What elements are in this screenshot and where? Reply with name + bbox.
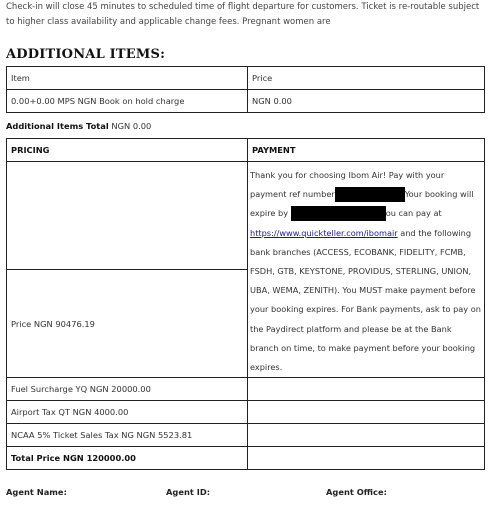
payment-text-1: Thank you for choosing Ibom Air! Pay with your payment ref number [250, 170, 445, 200]
fuel-surcharge-row: Fuel Surcharge YQ NGN 20000.00 [7, 378, 248, 401]
empty-cell [248, 401, 485, 424]
pricing-empty-cell [7, 162, 248, 270]
table-row [7, 378, 485, 401]
table-row [7, 162, 485, 270]
additional-items-table [6, 66, 485, 113]
payment-header: PAYMENT [248, 139, 485, 162]
ncaa-tax-row: NCAA 5% Ticket Sales Tax NG NGN 5523.81 [7, 424, 248, 447]
agent-office-label: Agent Office: [326, 487, 387, 497]
airport-tax-row: Airport Tax QT NGN 4000.00 [7, 401, 248, 424]
payment-text-3: ou can pay at [385, 208, 442, 219]
redacted-expiry [291, 206, 386, 221]
table-row [7, 447, 485, 470]
price-cell: NGN 0.00 [248, 90, 485, 113]
redacted-ref-number [335, 187, 405, 202]
pricing-payment-table [6, 138, 485, 470]
payment-instructions [248, 162, 485, 378]
item-cell: 0.00+0.00 MPS NGN Book on hold charge [7, 90, 248, 113]
empty-cell [248, 447, 485, 470]
table-header-row [7, 139, 485, 162]
agent-id-label: Agent ID: [166, 487, 211, 497]
table-header-row [7, 67, 485, 90]
additional-items-total-label: Additional Items Total [6, 121, 109, 131]
checkin-notice: Check-in will close 45 minutes to scheduled time of flight departure for customers. Ticket is re-routable subject to higher class availability and applicable change fees. Pregnant women are [6, 2, 480, 27]
payment-text-2: Your booking will expire by [250, 189, 474, 219]
additional-items-total [6, 121, 151, 131]
additional-items-total-value: NGN 0.00 [111, 121, 152, 131]
table-row [7, 401, 485, 424]
agent-name-label: Agent Name: [6, 487, 67, 497]
additional-items-title: ADDITIONAL ITEMS: [6, 47, 166, 62]
payment-text-4: and the following bank branches (ACCESS, ECOBANK, FIDELITY, FCMB, FSDH, GTB, KEYSTONE, PROVIDUS, STERLING, UNION, UBA, WEMA, ZENITH). You MUST make payment before your booking expires. For Bank payments, ask to pay on the Paydirect platform and please be at the Bank branch on time, to make payment before your booking expires. [250, 227, 481, 373]
pricing-header: PRICING [7, 139, 248, 162]
quickteller-link[interactable]: https://www.quickteller.com/ibomair [250, 227, 398, 238]
item-header: Item [7, 67, 248, 90]
total-price-row: Total Price NGN 120000.00 [7, 447, 248, 470]
table-row [7, 424, 485, 447]
empty-cell [248, 424, 485, 447]
empty-cell [248, 378, 485, 401]
table-row [7, 90, 485, 113]
price-header: Price [248, 67, 485, 90]
price-row: Price NGN 90476.19 [7, 270, 248, 378]
